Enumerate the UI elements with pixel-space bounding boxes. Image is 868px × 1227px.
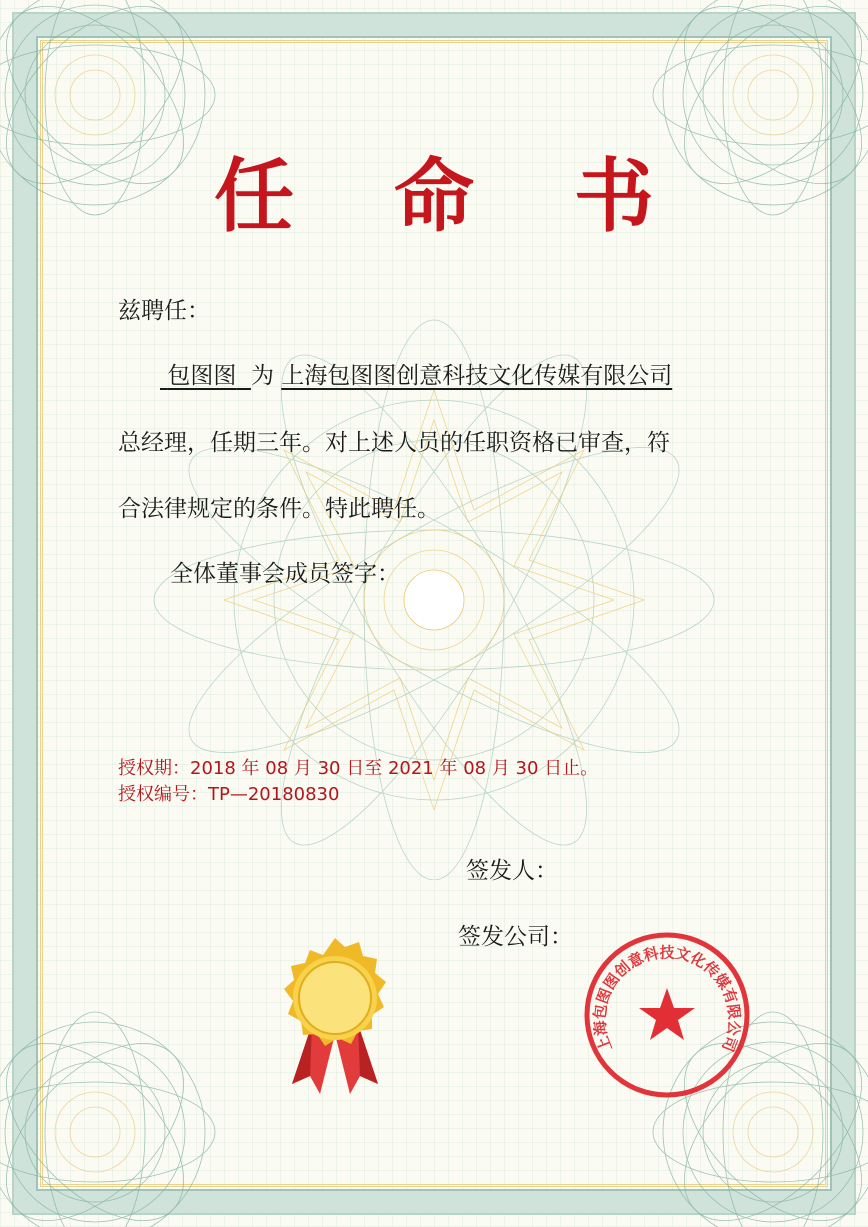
board-signature-label: 全体董事会成员签字： [170,561,400,587]
company-seal-stamp [582,930,752,1100]
appointee-connector: 为 [250,363,274,389]
document-title: 任 命 书 [214,149,690,243]
salutation: 兹聘任： [118,298,210,324]
authorization-number: 授权编号：TP—20180830 [118,784,340,805]
appointee-company: 上海包图图创意科技文化传媒有限公司 [281,363,673,389]
seal-text: 上海包图图创意科技文化传媒有限公司 [590,943,744,1055]
body-line-2: 合法律规定的条件。特此聘任。 [118,496,440,522]
appointee-name: 包图图 [167,363,237,389]
appointment-line [160,361,672,391]
authorization-period: 授权期：2018 年 08 月 30 日至 2021 年 08 月 30 日止。 [118,758,599,779]
issuer-label: 签发人： [466,858,558,884]
corner-rosette-bottom-left [0,997,230,1227]
issuing-company-label: 签发公司： [458,924,573,950]
body-line-1: 总经理，任期三年。对上述人员的任职资格已审查，符 [118,430,670,456]
gold-medal-icon [270,936,400,1098]
